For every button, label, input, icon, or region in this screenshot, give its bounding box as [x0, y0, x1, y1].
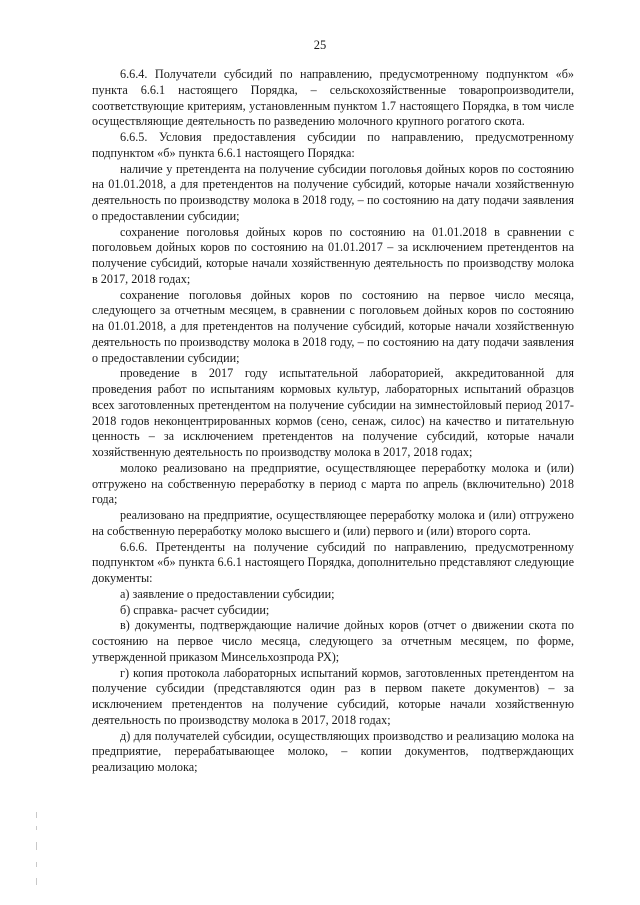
condition-milk-sold-period: молоко реализовано на предприятие, осуществляющее переработку молока и (или) отгружено на собственную переработку в период с марта по апрель (включительно) 2018 года;	[92, 460, 574, 507]
document-item-v: в) документы, подтверждающие наличие дойных коров (отчет о движении скота по состоянию на первое число месяца, следующего за отчетным месяцем, по форме, утвержденной приказом Минсельхозпрода РХ);	[92, 618, 574, 664]
page-number: 25	[313, 38, 327, 52]
condition-lab-testing: проведение в 2017 году испытательной лабораторией, аккредитованной для проведения работ по испытаниям кормовых культур, лабораторных испытаний образцов всех заготовленных претендентом на получение субсидии на зимнестойловый период 2017-2018 годов неконцентрированных кормов (сено, сенаж, силос) на качество и питательную ценность – за исключением претендентов на получение субсидий, которые начали хозяйственную деятельность по производству молока в 2017, 2018 годах;	[92, 366, 574, 459]
condition-herd-preservation-2017: сохранение поголовья дойных коров по состоянию на 01.01.2018 в сравнении с поголовьем дойных коров по состоянию на 01.01.2017 – за исключением претендентов на получение субсидий, которые начали хозяйственную деятельность по производству молока в 2017, 2018 годах;	[92, 224, 574, 286]
condition-herd-preservation-monthly: сохранение поголовья дойных коров по состоянию на первое число месяца, следующего за отчетным месяцем, в сравнении с поголовьем дойных коров по состоянию на 01.01.2018, а для претендентов на получение субсидий, которые начали хозяйственную деятельность по производству молока в 2018 году, – по состоянию на дату подачи заявления о предоставлении субсидии;	[92, 287, 574, 365]
condition-herd-presence: наличие у претендента на получение субсидии поголовья дойных коров по состоянию на 01.01.2018, а для претендентов на получение субсидий, которые начали хозяйственную деятельность по производству молока в 2018 году, – по состоянию на дату подачи заявления о предоставлении субсидии;	[92, 161, 574, 223]
document-item-a: а) заявление о предоставлении субсидии;	[120, 586, 335, 601]
paragraph-6-6-6: 6.6.6. Претенденты на получение субсидий по направлению, предусмотренному подпунктом «б» пункта 6.6.1 настоящего Порядка, дополнительно представляют следующие документы:	[92, 539, 574, 585]
scan-edge-marks	[30, 812, 44, 892]
paragraph-6-6-5: 6.6.5. Условия предоставления субсидии по направлению, предусмотренному подпунктом «б» пункта 6.6.1 настоящего Порядка:	[92, 130, 574, 160]
document-item-d: д) для получателей субсидии, осуществляющих производство и реализацию молока на предприятие, перерабатывающее молоко, – копии документов, подтверждающих реализацию молока;	[92, 728, 574, 774]
paragraph-6-6-4: 6.6.4. Получатели субсидий по направлению, предусмотренному подпунктом «б» пункта 6.6.1 настоящего Порядка, – сельскохозяйственные товаропроизводители, соответствующие критериям, установленным пунктом 1.7 настоящего Порядка, в том числе осуществляющие деятельность по разведению молочного крупного рогатого скота.	[92, 67, 574, 129]
condition-milk-grade: реализовано на предприятие, осуществляющее переработку молока и (или) отгружено на собственную переработку молоко высшего и (или) первого и (или) второго сорта.	[92, 508, 574, 538]
document-body	[92, 67, 574, 776]
document-item-b: б) справка- расчет субсидии;	[120, 602, 270, 617]
document-item-g: г) копия протокола лабораторных испытаний кормов, заготовленных претендентом на получение субсидии (представляются один раз в первом пакете документов) – за исключением претендентов на получение субсидий, которые начали хозяйственную деятельность по производству молока в 2017, 2018 годах;	[92, 665, 574, 727]
